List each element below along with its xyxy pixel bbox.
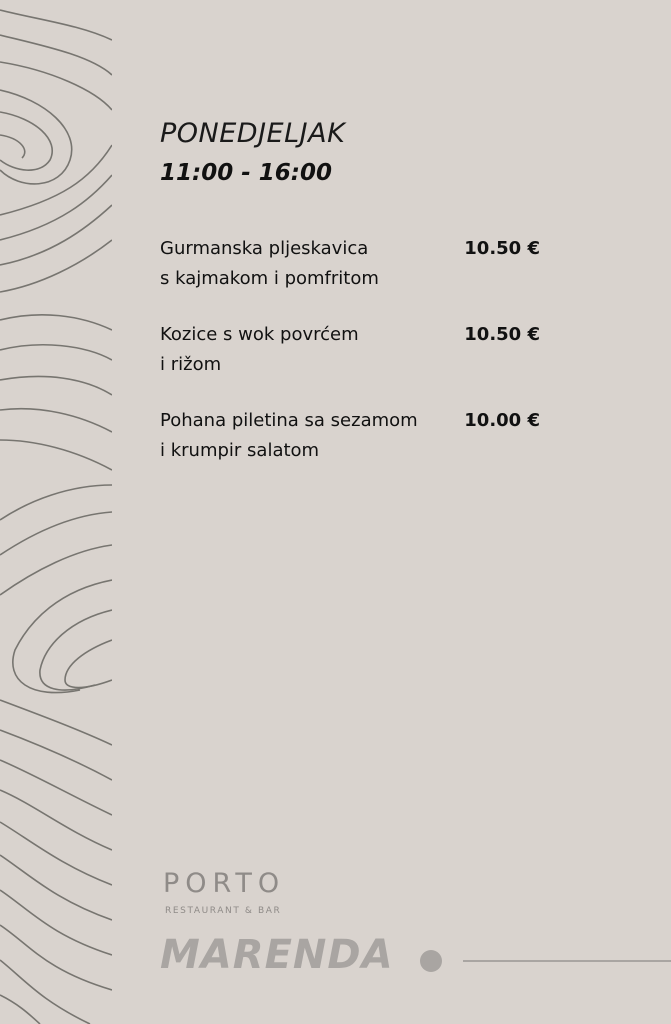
menu-item-name-line: Gurmanska pljeskavica bbox=[160, 238, 369, 259]
menu-item-name-line: s kajmakom i pomfritom bbox=[160, 268, 379, 289]
menu-item bbox=[160, 406, 545, 492]
contour-line-pattern bbox=[0, 0, 112, 1024]
menu-item-price: 10.50 € bbox=[464, 238, 540, 259]
menu-item-name-line: Kozice s wok povrćem bbox=[160, 324, 359, 345]
decorative-dot bbox=[420, 950, 442, 972]
decorative-line bbox=[463, 960, 671, 962]
menu-item-name-line: i krumpir salatom bbox=[160, 440, 320, 461]
menu-item-price: 10.00 € bbox=[464, 410, 540, 431]
brand-logo-text: PORTO bbox=[163, 868, 286, 899]
section-title: MARENDA bbox=[160, 932, 394, 978]
menu-item bbox=[160, 320, 545, 406]
day-heading: PONEDJELJAK bbox=[160, 118, 346, 149]
menu-item bbox=[160, 234, 545, 320]
brand-tagline: RESTAURANT & BAR bbox=[165, 906, 282, 916]
serving-hours: 11:00 - 16:00 bbox=[160, 160, 332, 186]
menu-item-price: 10.50 € bbox=[464, 324, 540, 345]
menu-item-name-line: Pohana piletina sa sezamom bbox=[160, 410, 418, 431]
menu-list bbox=[160, 234, 545, 492]
menu-item-name-line: i rižom bbox=[160, 354, 222, 375]
